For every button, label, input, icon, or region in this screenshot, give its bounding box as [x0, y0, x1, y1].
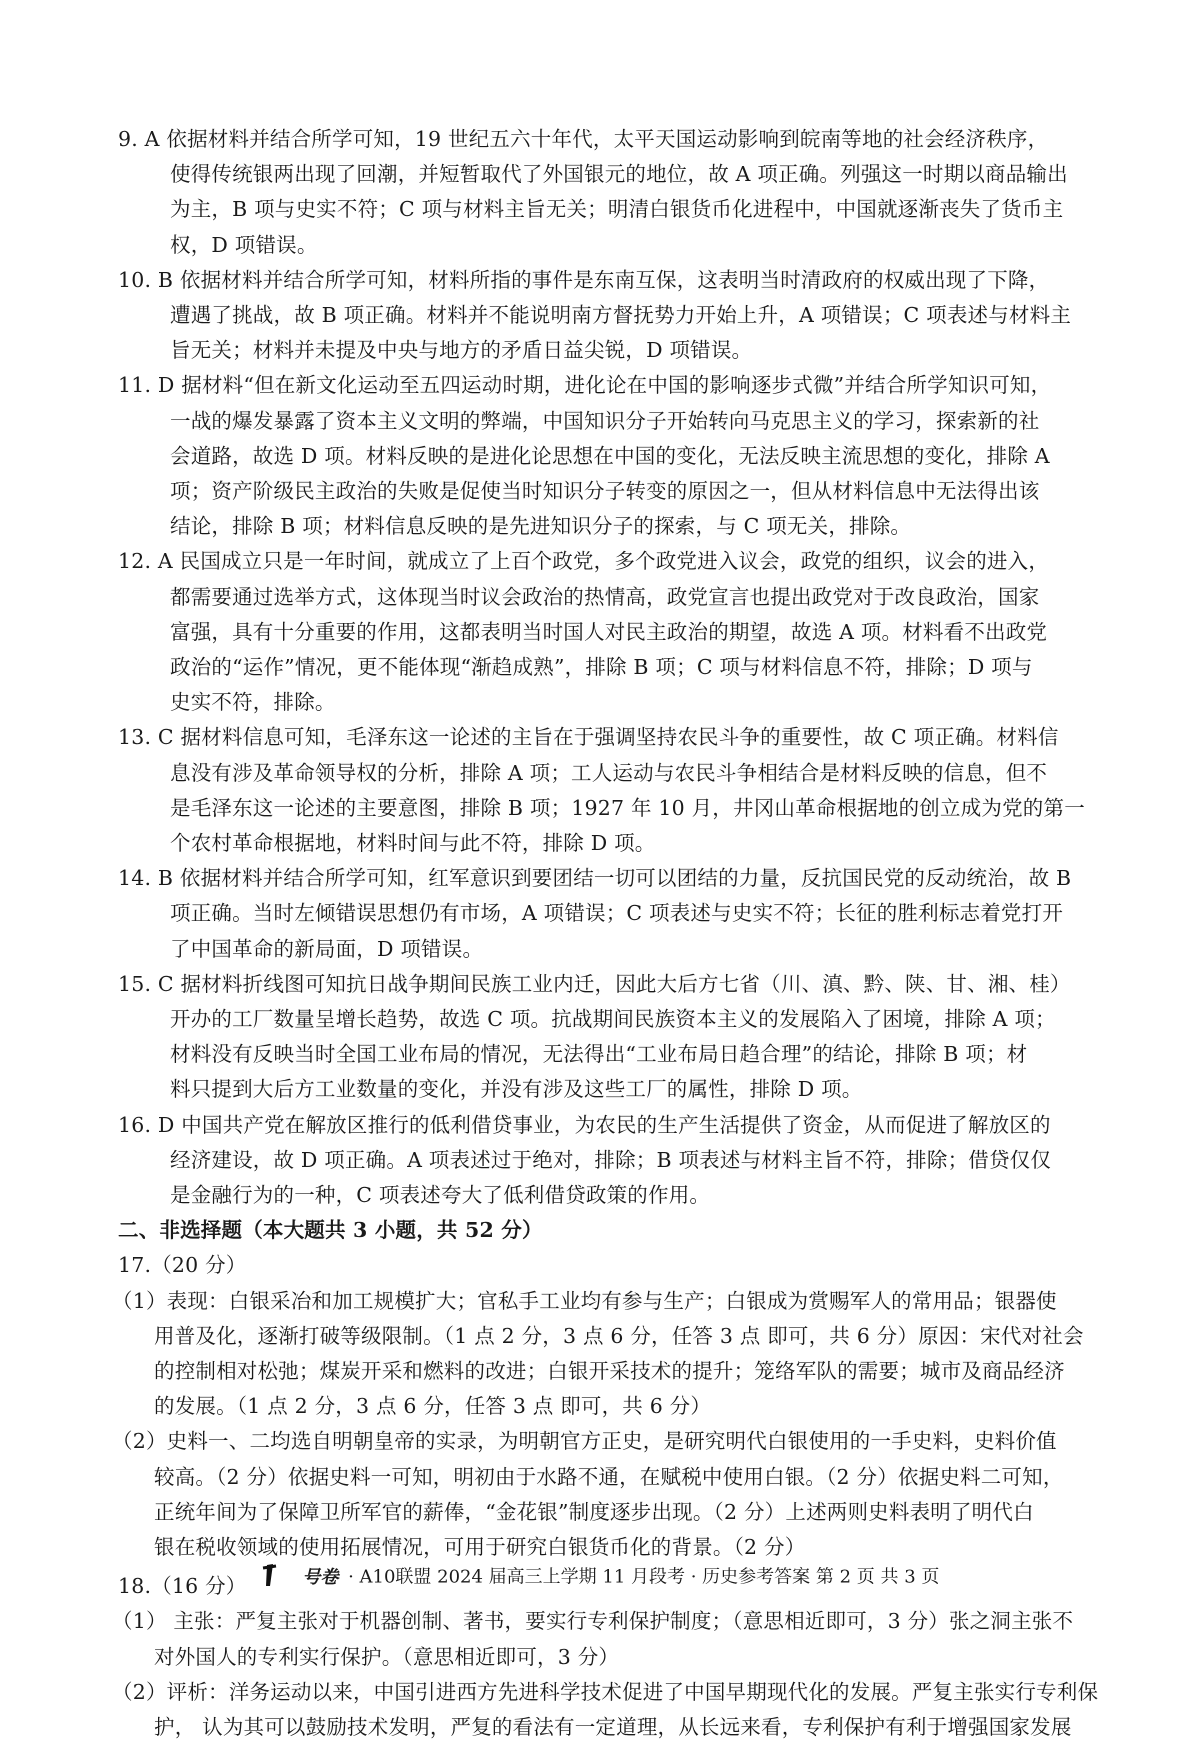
answer-line: 为主，B 项与史实不符；C 项与材料主旨无关；明清白银货币化进程中，中国就逐渐丧失了货币主	[170, 197, 1064, 222]
answer-line: 的发展。（1 点 2 分，3 点 6 分，任答 3 点 即可，共 6 分）	[154, 1394, 712, 1419]
answer-line: 是金融行为的一种，C 项表述夸大了低利借贷政策的作用。	[170, 1183, 711, 1207]
answer-line: 护， 认为其可以鼓励技术发明，严复的看法有一定道理，从长远来看，专利保护有利于增强国家发展	[154, 1715, 1072, 1739]
footer-logo-text: 号卷	[302, 1566, 339, 1588]
answer-line: 使得传统银两出现了回潮，并短暂取代了外国银元的地位，故 A 项正确。列强这一时期以商品输出	[170, 162, 1068, 187]
answer-line: 11. D 据材料“但在新文化运动至五四运动时期，进化论在中国的影响逐步式微”并结合所学知识可知，	[118, 373, 1052, 398]
answer-line: 14. B 依据材料并结合所学可知，红军意识到要团结一切可以团结的力量，反抗国民党的反动统治，故 B	[118, 866, 1072, 891]
answer-line: 的控制相对松弛；煤炭开采和燃料的改进；白银开采技术的提升；笼络军队的需要；城市及商品经济	[154, 1359, 1065, 1383]
answer-line: 是毛泽东这一论述的主要意图，排除 B 项；1927 年 10 月，井冈山革命根据地的创立成为党的第一	[170, 795, 1085, 820]
answer-line: 正统年间为了保障卫所军官的薪俸，“金花银”制度逐步出现。（2 分）上述两则史料表明了明代白	[154, 1499, 1034, 1524]
answer-line: 权，D 项错误。	[170, 232, 318, 257]
answer-line: 16. D 中国共产党在解放区推行的低利借贷事业，为农民的生产生活提供了资金，从而促进了解放区的	[118, 1112, 1051, 1137]
section-heading: 二、非选择题（本大题共 3 小题，共 52 分）	[118, 1218, 543, 1243]
answer-line: 10. B 依据材料并结合所学可知，材料所指的事件是东南互保，这表明当时清政府的权威出现了下降，	[118, 267, 1050, 292]
answer-line: 15. C 据材料折线图可知抗日战争期间民族工业内迁，因此大后方七省（川、滇、黔、陕、甘、湘、桂）	[118, 971, 1071, 996]
answer-line: 旨无关；材料并未提及中央与地方的矛盾日益尖锐，D 项错误。	[170, 338, 753, 363]
answer-line: 13. C 据材料信息可知，毛泽东这一论述的主旨在于强调坚持农民斗争的重要性，故 C 项正确。材料信	[118, 725, 1059, 750]
answer-line: 史实不符，排除。	[170, 690, 336, 715]
answer-line: 都需要通过选举方式，这体现当时议会政治的热情高，政党宣言也提出政党对于改良政治，国家	[170, 584, 1040, 609]
answer-line: 9. A 依据材料并结合所学可知，19 世纪五六十年代，太平天国运动影响到皖南等地的社会经济秩序，	[118, 127, 1049, 151]
answer-line: 会道路，故选 D 项。材料反映的是进化论思想在中国的变化，无法反映主流思想的变化，排除 A	[170, 443, 1050, 468]
answer-line: 对外国人的专利实行保护。（意思相近即可，3 分）	[154, 1644, 620, 1669]
answer-line: （2）评析：洋务运动以来，中国引进西方先进科学技术促进了中国早期现代化的发展。严复主张实行专利保	[112, 1679, 1099, 1704]
answer-line: 12. A 民国成立只是一年时间，就成立了上百个政党，多个政党进入议会，政党的组织，议会的进入，	[118, 549, 1050, 574]
answer-line: 富强，具有十分重要的作用，这都表明当时国人对民主政治的期望，故选 A 项。材料看不出政党	[170, 619, 1048, 644]
answer-line: 经济建设，故 D 项正确。A 项表述过于绝对，排除；B 项表述与材料主旨不符，排除；借贷仅仅	[170, 1147, 1052, 1172]
answer-line: 项；资产阶级民主政治的失败是促使当时知识分子转变的原因之一，但从材料信息中无法得出该	[170, 479, 1040, 503]
answer-line: 较高。（2 分）依据史料一可知，明初由于水路不通，在赋税中使用白银。（2 分）依据史料二可知，	[154, 1464, 1064, 1489]
answer-line: 了中国革命的新局面，D 项错误。	[170, 936, 484, 961]
answer-line: 用普及化，逐渐打破等级限制。（1 点 2 分，3 点 6 分，任答 3 点 即可，共 6 分）原因：宋代对社会	[154, 1323, 1084, 1348]
answer-line: 个农村革命根据地，材料时间与此不符，排除 D 项。	[170, 831, 656, 855]
question-title: 17.（20 分）	[118, 1253, 247, 1278]
answer-line: 银在税收领域的使用拓展情况，可用于研究白银货币化的背景。（2 分）	[154, 1535, 806, 1559]
answer-line: 材料没有反映当时全国工业布局的情况，无法得出“工业布局日趋合理”的结论，排除 B 项；材	[170, 1042, 1028, 1067]
answer-line: （1）表现：白银采冶和加工规模扩大；官私手工业均有参与生产；白银成为赏赐军人的常用品；银器使	[112, 1288, 1057, 1313]
question-title: 18.（16 分）	[118, 1574, 247, 1599]
answer-line: 息没有涉及革命领导权的分析，排除 A 项；工人运动与农民斗争相结合是材料反映的信息，但不	[170, 760, 1048, 785]
answer-line: 政治的“运作”情况，更不能体现“渐趋成熟”，排除 B 项；C 项与材料信息不符，排除；D 项与	[170, 655, 1033, 679]
answer-line: 一战的爆发暴露了资本主义文明的弊端，中国知识分子开始转向马克思主义的学习，探索新的社	[170, 408, 1040, 433]
answer-line: （1） 主张：严复主张对于机器创制、著书，要实行专利保护制度；（意思相近即可，3 分）张之洞主张不	[112, 1609, 1074, 1634]
answer-line: 结论，排除 B 项；材料信息反映的是先进知识分子的探索，与 C 项无关，排除。	[170, 514, 912, 539]
answer-line: 遭遇了挑战，故 B 项正确。材料并不能说明南方督抚势力开始上升，A 项错误；C 项表述与材料主	[170, 303, 1072, 327]
answer-line: 料只提到大后方工业数量的变化，并没有涉及这些工厂的属性，排除 D 项。	[170, 1077, 863, 1102]
answer-line: （2）史料一、二均选自明朝皇帝的实录，为明朝官方正史，是研究明代白银使用的一手史料，史料价值	[112, 1429, 1057, 1454]
footer-text: · A10联盟 2024 届高三上学期 11 月段考 · 历史参考答案 第 2 页 共 3 页	[348, 1566, 940, 1588]
page-footer	[0, 1562, 1200, 1593]
answer-line: 项正确。当时左倾错误思想仍有市场，A 项错误；C 项表述与史实不符；长征的胜利标志着党打开	[170, 901, 1064, 926]
answer-line: 开办的工厂数量呈增长趋势，故选 C 项。抗战期间民族资本主义的发展陷入了困境，排除 A 项；	[170, 1007, 1056, 1031]
